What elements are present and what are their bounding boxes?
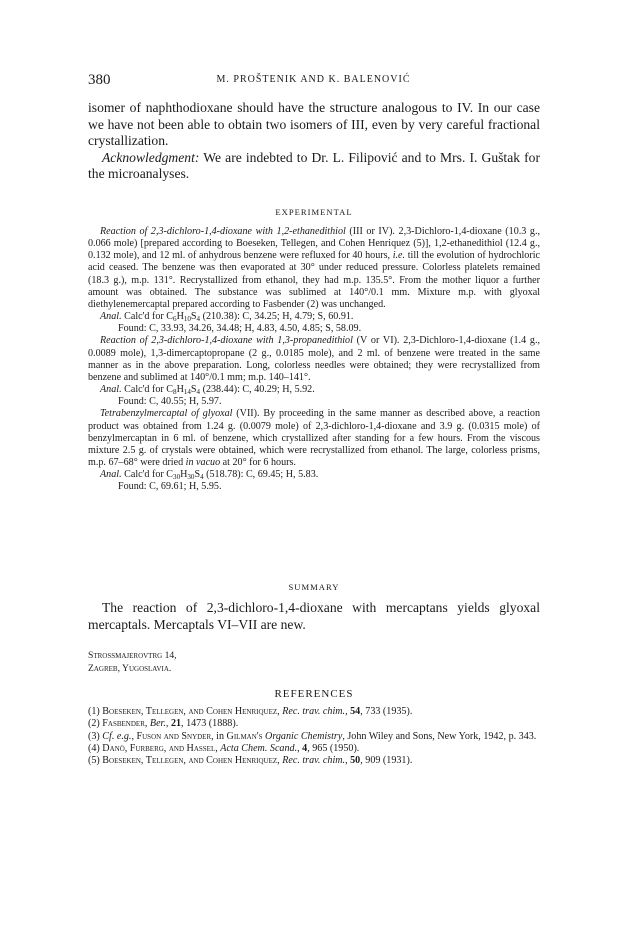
in-vacuo: in vacuo <box>185 456 221 468</box>
formula-h-2: H <box>176 384 184 396</box>
ref-authors: Danö, Furberg, and Hassel <box>102 742 216 754</box>
procedure-paragraph-3 <box>88 408 540 469</box>
formula-s-3: S <box>194 469 201 481</box>
procedure-title-3: Tetrabenzylmercaptal of glyoxal <box>100 408 233 420</box>
calc-post-2: (238.44): C, 40.29; H, 5.92. <box>200 384 315 396</box>
formula-sub-3a: 30 <box>173 473 181 482</box>
ref-pages: , 909 (1931). <box>360 755 413 767</box>
experimental-section <box>88 226 540 493</box>
procedure-text-1: (III or IV). 2,3-Dichloro-1,4-dioxane (10.3 g., 0.066 mole) [prepared according to Boeseken, Tellegen, and Cohen Henriquez (5)], 1,2-ethanedithiol (12.4 g., 0.132 mole), and 12 ml. of anhydrous benzene were refluxed for 40 hours, <box>88 226 540 262</box>
calc-pre-1: Calc'd for C <box>121 311 174 323</box>
formula-h-1: H <box>176 311 184 323</box>
ref-publisher: , John Wiley and Sons, New York, 1942, p. 343. <box>342 730 537 742</box>
formula-sub-1b: 10 <box>183 315 191 324</box>
ref-sep: , <box>144 718 150 730</box>
calc-post-3: (518.78): C, 69.45; H, 5.83. <box>203 469 319 481</box>
anal-label-2: Anal. <box>100 384 122 396</box>
page-number: 380 <box>88 72 111 88</box>
intro-section <box>88 100 540 183</box>
references-heading: REFERENCES <box>274 688 354 700</box>
ref-sep: , <box>215 742 221 754</box>
acknowledgment-paragraph <box>88 150 540 183</box>
procedure-text-3b: at 20° for 6 hours. <box>220 456 296 468</box>
procedure-paragraph-2 <box>88 335 540 384</box>
ref-sep: , <box>165 718 171 730</box>
ref-sep: , <box>277 706 283 717</box>
ref-sep: , <box>345 755 351 767</box>
formula-h-3: H <box>180 469 188 481</box>
ref-pages: , 733 (1935). <box>360 706 413 717</box>
acknowledgment-label: Acknowledgment: <box>102 149 200 165</box>
ref-volume: 4 <box>302 742 308 754</box>
ref-number: (2) <box>88 718 103 730</box>
procedure-paragraph-1 <box>88 226 540 311</box>
acknowledgment-text: We are indebted to Dr. L. Filipović and to Mrs. I. Guštak for the microanalyses. <box>88 149 540 182</box>
formula-sub-1c: 4 <box>196 315 201 324</box>
analysis-found-1: Found: C, 33.93, 34.26, 34.48; H, 4.83, 4.50, 4.85; S, 58.09. <box>118 323 362 335</box>
address-line-1: Strossmajerovtrg 14, <box>88 650 177 661</box>
analysis-calc-1 <box>88 311 540 323</box>
ref-sep: , <box>277 755 283 767</box>
intro-paragraph: isomer of naphthodioxane should have the structure analogous to IV. In our case we have not been able to obtain two isomers of III, even by very careful fractional crystallization. <box>88 100 540 149</box>
references-list <box>88 706 540 767</box>
reference-5 <box>88 755 540 767</box>
calc-pre-3: Calc'd for C <box>121 469 174 481</box>
anal-label-3: Anal. <box>100 469 122 481</box>
ie-abbrev: i.e. <box>392 250 406 262</box>
experimental-heading: EXPERIMENTAL <box>275 207 353 217</box>
formula-sub-3b: 30 <box>187 473 195 482</box>
formula-s-1: S <box>190 311 197 323</box>
procedure-text-3: (VII). By proceeding in the same manner as described above, a reaction product was obtained from 1.24 g. (0.0079 mole) of 2,3-dichloro-1,4-dioxane and 3.9 g. (0.0315 mole) of benzylmercaptan in 6 ml. of benzene, which crystallized after standing for a few hours. From the viscous mixture 2.5 g. of crystals were obtained, which were recrystallized from ethanol. The large, colorless prisms, m.p. 67–68° were dried <box>88 408 540 468</box>
formula-sub-1a: 6 <box>173 315 177 324</box>
ref-number: (1) <box>88 706 103 717</box>
procedure-title-2: Reaction of 2,3-dichloro-1,4-dioxane with 1,3-propanedithiol <box>100 335 353 347</box>
ref-sep: , <box>345 706 351 717</box>
address-line-2: Zagreb, Yugoslavia. <box>88 662 172 674</box>
ref-cf: Cf. e.g. <box>102 730 132 742</box>
analysis-found-2: Found: C, 40.55; H, 5.97. <box>118 396 222 408</box>
running-head <box>88 72 539 90</box>
ref-pages: , 965 (1950). <box>307 742 360 754</box>
formula-sub-2b: 14 <box>183 388 191 397</box>
ref-journal: Rec. trav. chim. <box>282 755 346 767</box>
author-address <box>88 650 177 675</box>
ref-journal: Ber. <box>149 718 166 730</box>
ref-number: (3) <box>88 730 103 742</box>
ref-journal: Rec. trav. chim. <box>282 706 346 717</box>
ref-authors: Boeseken, Tellegen, and Cohen Henriquez <box>102 755 278 767</box>
analysis-calc-3 <box>88 469 540 481</box>
reference-1 <box>88 706 540 718</box>
formula-sub-2a: 8 <box>173 388 177 397</box>
formula-sub-2c: 4 <box>196 388 201 397</box>
reference-2 <box>88 718 540 730</box>
ref-book-title: Organic Chemistry <box>265 730 343 742</box>
ref-authors: Fasbender <box>102 718 145 730</box>
ref-volume: 21 <box>170 718 182 730</box>
summary-text: The reaction of 2,3-dichloro-1,4-dioxane with mercaptans yields glyoxal mercaptals. Mercaptals VI–VII are new. <box>88 600 540 632</box>
ref-pages: , 1473 (1888). <box>181 718 239 730</box>
ref-in: , in <box>211 730 227 742</box>
reference-4 <box>88 743 540 755</box>
ref-sep: , <box>297 742 303 754</box>
formula-s-2: S <box>190 384 197 396</box>
reference-3 <box>88 731 540 743</box>
analysis-calc-2 <box>88 384 540 396</box>
ref-authors: Fuson and Snyder <box>136 730 212 742</box>
ref-number: (4) <box>88 742 103 754</box>
ref-authors: Boeseken, Tellegen, and Cohen Henriquez <box>102 706 278 717</box>
ref-editor: Gilman's <box>226 730 263 742</box>
analysis-found-3: Found: C, 69.61; H, 5.95. <box>118 481 222 493</box>
ref-sep: , <box>131 730 137 742</box>
calc-post-1: (210.38): C, 34.25; H, 4.79; S, 60.91. <box>200 311 354 323</box>
ref-journal: Acta Chem. Scand. <box>220 742 298 754</box>
procedure-title-1: Reaction of 2,3-dichloro-1,4-dioxane with 1,2-ethanedithiol <box>100 226 346 237</box>
procedure-text-2: (V or VI). 2,3-Dichloro-1,4-dioxane (1.4 g., 0.0089 mole), 1,3-dimercaptopropane (2 g., 0.0185 mole), and 2 ml. of benzene were treated in the same manner as in the above preparation. Long, colorless needles were obtained; they were recrystallized from benzene and sublimed at 140°/0.1 mm; m.p. 140–141°. <box>88 335 540 383</box>
formula-sub-3c: 4 <box>200 473 204 482</box>
ref-volume: 50 <box>350 755 361 767</box>
summary-heading: SUMMARY <box>288 582 340 592</box>
procedure-text-1b: till the evolution of hydrochloric acid ceased. The benzene was then evaporated at 30° under reduced pressure. Colorless platelets remained (18.3 g.), m.p. 131°. Recrystallized from ethanol, they had m.p. 135.5°. From the mother liquor a further amount was obtained. The substance was sublimed at 140°/0.1 mm. Mixture m.p. with glyoxal diethylenemercaptal prepared according to Fasbender (2) was unchanged. <box>88 250 540 310</box>
anal-label-1: Anal. <box>100 311 122 323</box>
ref-number: (5) <box>88 755 103 767</box>
running-title: M. PROŠTENIK AND K. BALENOVIĆ <box>216 74 411 85</box>
ref-volume: 54 <box>350 706 361 717</box>
calc-pre-2: Calc'd for C <box>121 384 174 396</box>
